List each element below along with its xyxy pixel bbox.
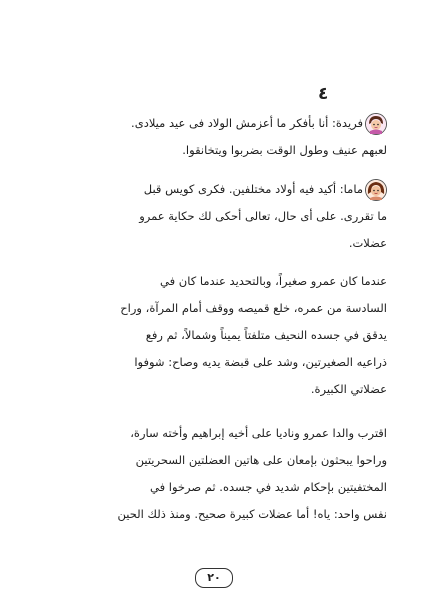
paragraph-line: نفس واحد: ياه! أما عضلات كبيرة صحيح. ومنذ ذلك الحين [117,507,387,521]
dialogue-line [36,110,387,137]
dialogue-mama [36,176,387,257]
dialogue-line: لعبهم عنيف وطول الوقت بضربوا ويتخانقوا. [182,143,387,157]
dialogue-line [36,176,387,203]
story-paragraph [38,420,387,528]
paragraph-line: السادسة من عمره، خلع قميصه ووقف أمام المرآة، وراح [120,301,387,315]
paragraph-line: اقترب والدا عمرو وناديا على أخيه إبراهيم وأخته سارة، [130,426,387,440]
girl-avatar-icon [365,113,387,135]
dialogue-text: فريدة: أنا بأفكر ما أعزمش الولاد فى عيد ميلادى. [131,116,363,130]
paragraph-line: عضلاتي الكبيرة. [310,382,387,396]
dialogue-farida [36,110,387,164]
mother-avatar-icon [365,179,387,201]
paragraph-line: يدقق في جسده النحيف متلفتاً يميناً وشمالاً، ثم رفع [145,328,387,342]
paragraph-line: ذراعيه الصغيرتين، وشد على قبضة يديه وصاح: شوفوا [134,355,387,369]
page-number: ٢٠ [195,568,233,588]
paragraph-line: وراحوا يبحثون بإمعان على هاتين العضلتين السحريتين [135,453,387,467]
paragraph-line: عندما كان عمرو صغيراً، وبالتحديد عندما كان في [160,274,387,288]
dialogue-text: ماما: أكيد فيه أولاد مختلفين. فكرى كويس قبل [143,182,363,196]
paragraph-line: المختفيتين بإحكام شديد في جسده. ثم صرخوا في [150,480,387,494]
chapter-number: ٤ [318,84,329,104]
dialogue-line: عضلات. [348,236,387,250]
dialogue-line: ما تقررى. على أى حال، تعالى أحكى لك حكاية عمرو [139,209,387,223]
story-paragraph [38,268,387,403]
